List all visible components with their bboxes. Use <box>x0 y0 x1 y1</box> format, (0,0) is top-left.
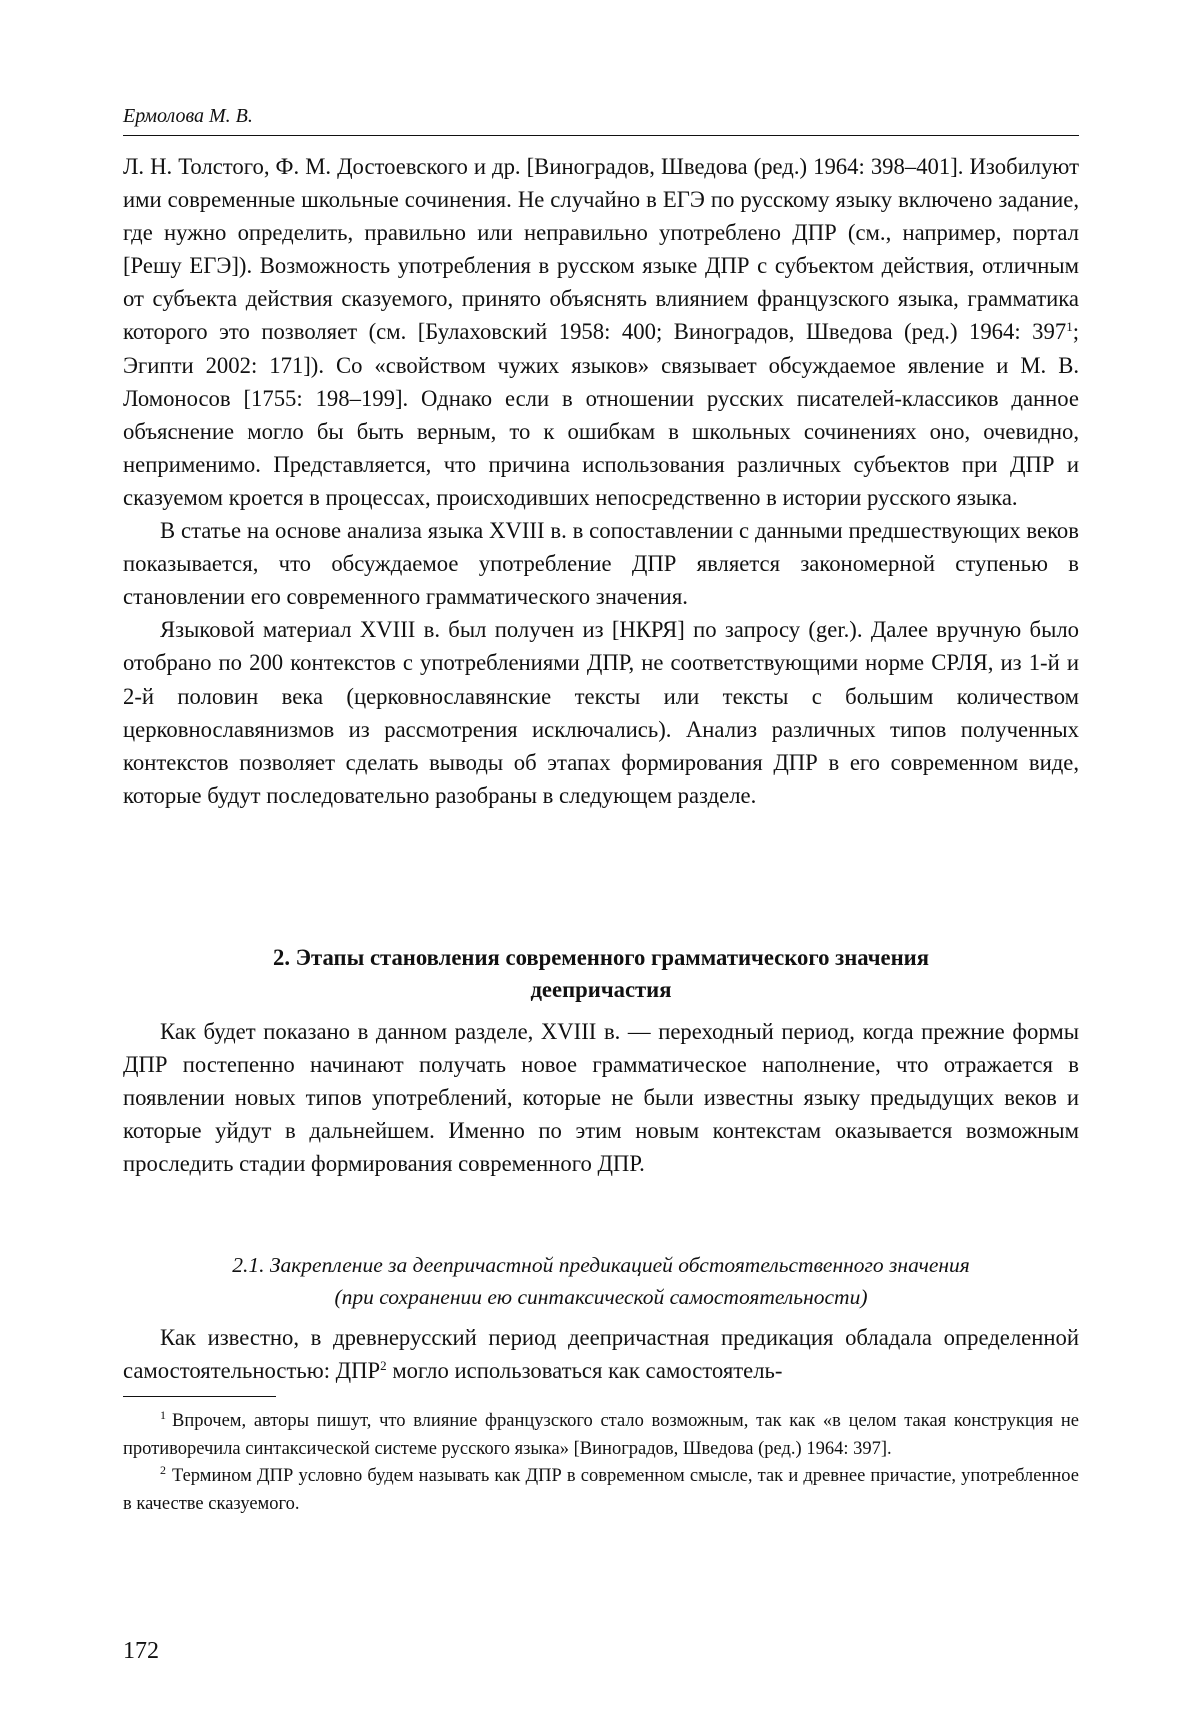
paragraph-3: Языковой материал XVIII в. был получен из [НКРЯ] по запросу (ger.). Далее вручную было отобрано по 200 контекстов с употреблениями ДПР, не соответствующими норме СРЛЯ, из 1-й и 2-й половин века (церковнославянские тексты или тексты с большим количеством церковнославянизмов из рассмотрения исключались). Анализ различных типов полученных контекстов позволяет сделать выводы об этапах формирования ДПР в его современном виде, которые будут последовательно разобраны в следующем разделе. <box>123 617 1079 808</box>
header-rule <box>123 135 1079 136</box>
footnote-1-mark: 1 <box>160 1408 166 1422</box>
footnote-2 <box>123 1463 1079 1518</box>
paragraph-1-text-b: ; Эгипти 2002: 171]). Со «свойством чужих языков» связывает обсуждаемое явление и М. В. Ломоносов [1755: 198–199]. Однако если в отношении русских писателей-классиков данное объяснение могло бы быть верным, то к ошибкам в школьных сочинениях оно, очевидно, неприменимо. Представляется, что причина использования различных субъектов при ДПР и сказуемом кроется в процессах, происходивших непосредственно в истории русского языка. <box>123 319 1079 510</box>
paragraph-2: В статье на основе анализа языка XVIII в. в сопоставлении с данными предшествующих веков показывается, что обсуждаемое употребление ДПР является закономерной ступенью в становлении его современного грамматического значения. <box>123 518 1079 610</box>
subsection-paragraph-1-text-a: Как известно, в древнерусский период деепричастная предикация обладала определенной самостоятельностью: ДПР <box>123 1325 1079 1384</box>
body-text <box>123 150 1079 812</box>
footnote-1-text: Впрочем, авторы пишут, что влияние французского стало возможным, так как «в целом такая конструкция не противоречила синтаксической системе русского языка» [Виноградов, Шведова (ред.) 1964: 397]. <box>123 1411 1079 1459</box>
subsection-paragraph-1 <box>123 1321 1079 1387</box>
subsection-body <box>123 1321 1079 1387</box>
footnote-rule <box>123 1396 276 1397</box>
footnotes <box>123 1408 1079 1518</box>
section-body <box>123 1015 1079 1180</box>
section-heading <box>123 942 1079 1006</box>
section-heading-line-1: 2. Этапы становления современного грамматического значения <box>272 945 930 970</box>
paragraph-1 <box>123 150 1079 514</box>
subsection-paragraph-1-text-b: могло использоваться как самостоятель- <box>386 1358 783 1384</box>
footnote-2-text: Термином ДПР условно будем называть как ДПР в современном смысле, так и древнее причастие, употребленное в качестве сказуемого. <box>123 1466 1079 1514</box>
page-number: 172 <box>123 1638 159 1664</box>
subsection-heading <box>123 1249 1079 1313</box>
subsection-heading-line-2: (при сохранении ею синтаксической самостоятельности) <box>334 1285 868 1309</box>
footnote-2-mark: 2 <box>160 1463 166 1477</box>
footnote-ref-2: 2 <box>380 1358 387 1374</box>
footnote-ref-1: 1 <box>1066 319 1073 335</box>
section-paragraph-1: Как будет показано в данном разделе, XVIII в. — переходный период, когда прежние формы ДПР постепенно начинают получать новое грамматическое наполнение, что отражается в появлении новых типов употреблений, которые не были известны языку предыдущих веков и которые уйдут в дальнейшем. Именно по этим новым контекстам оказывается возможным проследить стадии формирования современного ДПР. <box>123 1019 1079 1177</box>
footnote-1 <box>123 1408 1079 1463</box>
paragraph-1-text-a: Л. Н. Толстого, Ф. М. Достоевского и др. [Виноградов, Шведова (ред.) 1964: 398–401]. Изобилуют ими современные школьные сочинения. Не случайно в ЕГЭ по русскому языку включено задание, где нужно определить, правильно или неправильно употреблено ДПР (см., например, портал [Решу ЕГЭ]). Возможность употребления в русском языке ДПР с субъектом действия, отличным от субъекта действия сказуемого, принято объяснять влиянием французского языка, грамматика которого это позволяет (см. [Булаховский 1958: 400; Виноградов, Шведова (ред.) 1964: 397 <box>123 154 1079 345</box>
subsection-heading-line-1: 2.1. Закрепление за деепричастной предикацией обстоятельственного значения <box>232 1253 970 1277</box>
section-heading-line-2: деепричастия <box>530 977 672 1002</box>
running-head: Ермолова М. В. <box>123 105 253 127</box>
